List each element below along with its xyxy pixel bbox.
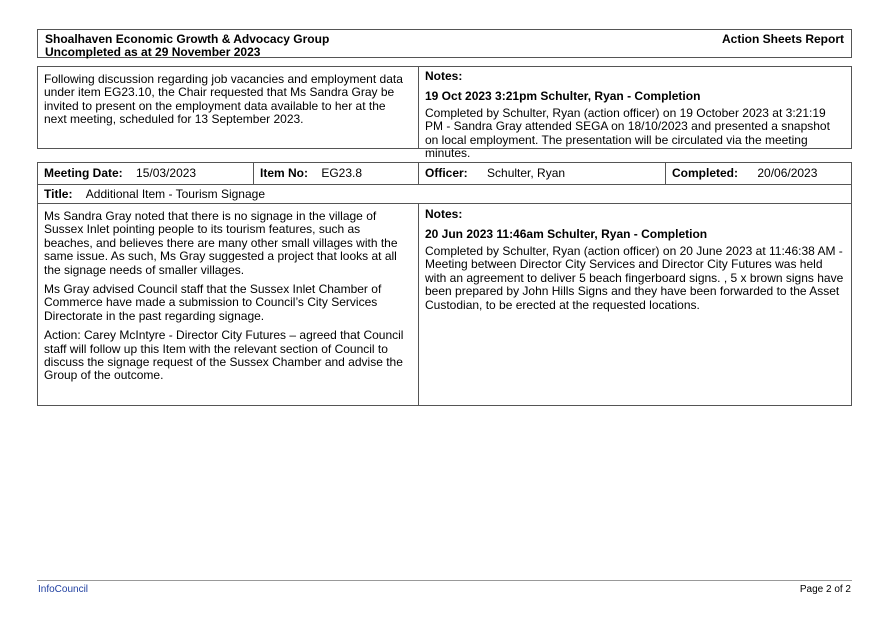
description-paragraph: Ms Sandra Gray noted that there is no signage in the village of Sussex Inlet pointing people to its tourism features, such as beaches, and believes there are many other small villages with the same issue. As such, Ms Gray suggested a project that looks at all the signage needs of smaller villages. — [44, 209, 398, 277]
meeting-date-label: Meeting Date: — [44, 166, 123, 180]
org-name: Shoalhaven Economic Growth & Advocacy Group — [45, 32, 330, 46]
note-entry-text: Completed by Schulter, Ryan (action officer) on 19 October 2023 at 3:21:19 PM - Sandra Gray attended SEGA on 18/10/2023 and presented a snapshot on local employment. The presentation will be circulated via the meeting minutes. — [425, 106, 830, 161]
meta-row — [38, 163, 851, 185]
footer-divider — [37, 580, 852, 581]
footer-brand: InfoCouncil — [38, 584, 89, 595]
officer-cell — [419, 163, 665, 184]
notes-section — [425, 69, 845, 161]
column-divider — [418, 204, 419, 406]
completed-value: 20/06/2023 — [757, 166, 818, 180]
title-row — [38, 184, 851, 204]
officer-label: Officer: — [425, 166, 468, 180]
action-sheet-1 — [37, 66, 852, 161]
page-number: Page 2 of 2 — [799, 584, 851, 595]
description-paragraph: Action: Carey McIntyre - Director City Futures – agreed that Council staff will follow up this Item with the relevant section of Council to discuss the signage request of the Sussex Chamber and advise the Group of the outcome. — [44, 328, 404, 383]
meeting-date-value: 15/03/2023 — [136, 166, 197, 180]
title-value: Additional Item - Tourism Signage — [85, 187, 265, 201]
completed-cell — [666, 163, 852, 184]
item-no-label: Item No: — [260, 166, 308, 180]
action-sheet-2 — [37, 162, 852, 406]
item-no-cell — [254, 163, 418, 184]
notes-heading: Notes: — [425, 207, 463, 221]
action-description: Following discussion regarding job vacancies and employment data under item EG23.10, the Chair requested that Ms Sandra Gray be invited to present on the employment data available to her at the next meeting, scheduled for 13 September 2023. — [44, 72, 403, 127]
item-no-value: EG23.8 — [321, 166, 363, 180]
report-header — [37, 29, 852, 58]
report-subtitle: Uncompleted as at 29 November 2023 — [45, 45, 261, 59]
officer-value: Schulter, Ryan — [487, 166, 566, 180]
note-entry-heading: 20 Jun 2023 11:46am Schulter, Ryan - Completion — [425, 227, 708, 241]
notes-section — [425, 207, 845, 312]
notes-heading: Notes: — [425, 69, 463, 83]
description-paragraph: Ms Gray advised Council staff that the Sussex Inlet Chamber of Commerce have made a submission to Council’s City Services Directorate in the past regarding signage. — [44, 282, 382, 323]
note-entry-heading: 19 Oct 2023 3:21pm Schulter, Ryan - Completion — [425, 89, 701, 103]
note-entry-text: Completed by Schulter, Ryan (action officer) on 20 June 2023 at 11:46:38 AM - Meeting between Director City Services and Director City Futures was held with an agreement to deliver 5 beach fingerboard signs. , 5 x brown signs have been prepared by John Hills Signs and they have been forwarded to the Asset Custodian, to be erected at the requested locations. — [425, 244, 844, 312]
title-label: Title: — [44, 187, 73, 201]
meeting-date-cell — [38, 163, 253, 184]
report-type: Action Sheets Report — [721, 32, 844, 46]
action-description — [44, 210, 412, 389]
completed-label: Completed: — [672, 166, 738, 180]
column-divider — [418, 67, 419, 148]
